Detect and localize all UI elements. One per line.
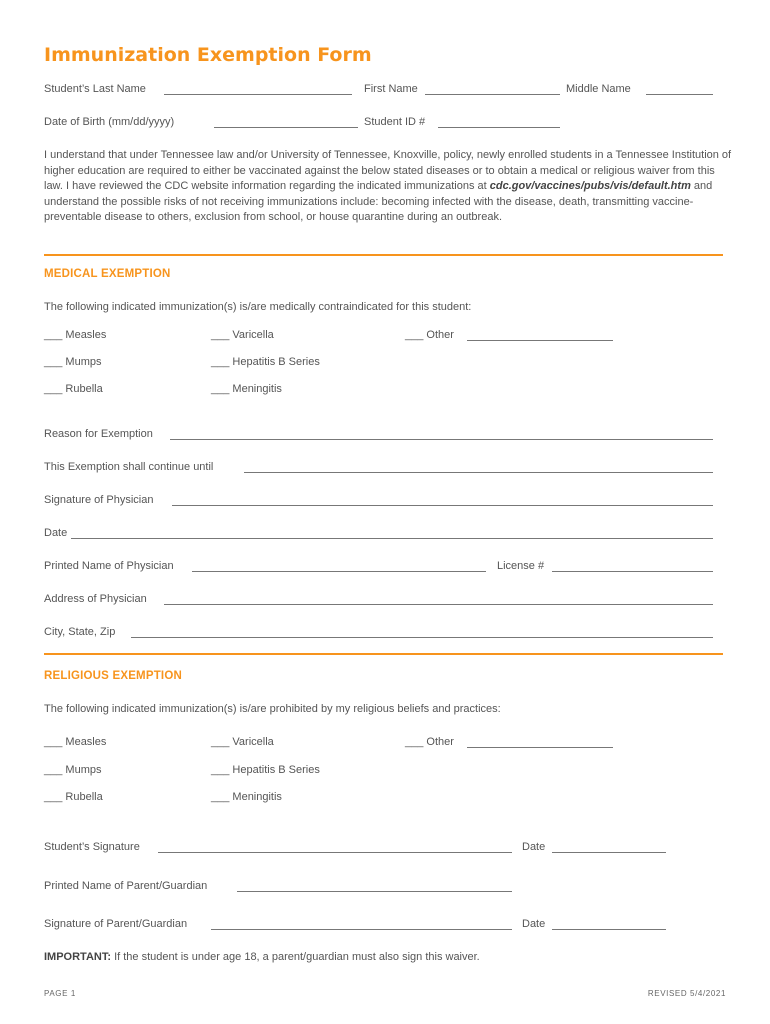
important-lead: IMPORTANT: <box>44 951 112 963</box>
first-name-label: First Name <box>364 83 418 95</box>
parent-name-field[interactable] <box>237 891 512 892</box>
continue-until-field[interactable] <box>244 472 713 473</box>
parent-name-label: Printed Name of Parent/Guardian <box>44 880 208 892</box>
important-text: If the student is under age 18, a parent/guardian must also sign this waiver. <box>111 951 480 963</box>
physician-address-field[interactable] <box>164 604 713 605</box>
physician-printed-name-label: Printed Name of Physician <box>44 560 174 572</box>
physician-address-label: Address of Physician <box>44 593 147 605</box>
intro-text-1: I understand that under Tennessee law and/or University of Tennessee, Knoxville, policy, newly enrolled students in a Tennessee Institution of higher education are required to either be vaccinated against the below stated diseases or to obtain a medical or religious waiver from this law. I have reviewed the CDC website information regarding the indicated immunizations at <box>44 149 732 193</box>
religious-other-field[interactable] <box>467 747 613 748</box>
religious-option-meningitis[interactable]: ___ Meningitis <box>211 791 282 803</box>
intro-text-2: and understand the possible risks of not receiving immunizations include: becoming infected with the disease, death, transmitting vaccine-preventable disease to others, exclusion from school, or house quarantine during an outbreak. <box>44 180 713 224</box>
parent-date-label: Date <box>522 918 546 930</box>
form-title: Immunization Exemption Form <box>44 44 372 66</box>
medical-other-field[interactable] <box>467 340 613 341</box>
religious-instruction: The following indicated immunization(s) is/are prohibited by my religious beliefs and practices: <box>44 703 501 715</box>
reason-field[interactable] <box>170 439 713 440</box>
last-name-field[interactable] <box>164 94 352 95</box>
student-id-field[interactable] <box>438 127 560 128</box>
religious-option-other[interactable]: ___ Other <box>405 736 454 748</box>
important-note <box>44 951 480 963</box>
parent-date-field[interactable] <box>552 929 666 930</box>
reason-label: Reason for Exemption <box>44 428 153 440</box>
cdc-link[interactable]: cdc.gov/vaccines/pubs/vis/default.htm <box>489 180 691 193</box>
dob-label: Date of Birth (mm/dd/yyyy) <box>44 116 175 128</box>
revised-date: REVISED 5/4/2021 <box>647 989 726 998</box>
medical-exemption-heading: MEDICAL EXEMPTION <box>44 268 171 280</box>
student-date-label: Date <box>522 841 546 853</box>
physician-signature-field[interactable] <box>172 505 713 506</box>
city-state-zip-label: City, State, Zip <box>44 626 116 638</box>
physician-date-field[interactable] <box>71 538 713 539</box>
physician-date-label: Date <box>44 527 68 539</box>
religious-option-rubella[interactable]: ___ Rubella <box>44 791 103 803</box>
student-id-label: Student ID # <box>364 116 426 128</box>
page-number: PAGE 1 <box>44 989 76 998</box>
religious-option-varicella[interactable]: ___ Varicella <box>211 736 274 748</box>
section-divider <box>44 653 723 655</box>
parent-signature-label: Signature of Parent/Guardian <box>44 918 188 930</box>
first-name-field[interactable] <box>425 94 560 95</box>
student-signature-label: Student’s Signature <box>44 841 140 853</box>
medical-option-mumps[interactable]: ___ Mumps <box>44 356 102 368</box>
student-signature-field[interactable] <box>158 852 512 853</box>
medical-option-other[interactable]: ___ Other <box>405 329 454 341</box>
medical-option-hepatitis[interactable]: ___ Hepatitis B Series <box>211 356 320 368</box>
section-divider <box>44 254 723 256</box>
parent-signature-field[interactable] <box>211 929 512 930</box>
middle-name-label: Middle Name <box>566 83 631 95</box>
intro-paragraph <box>44 148 734 226</box>
physician-printed-name-field[interactable] <box>192 571 486 572</box>
medical-option-rubella[interactable]: ___ Rubella <box>44 383 103 395</box>
license-label: License # <box>497 560 545 572</box>
continue-until-label: This Exemption shall continue until <box>44 461 214 473</box>
medical-option-meningitis[interactable]: ___ Meningitis <box>211 383 282 395</box>
last-name-label: Student’s Last Name <box>44 83 146 95</box>
religious-option-measles[interactable]: ___ Measles <box>44 736 107 748</box>
middle-name-field[interactable] <box>646 94 713 95</box>
religious-option-mumps[interactable]: ___ Mumps <box>44 764 102 776</box>
medical-instruction: The following indicated immunization(s) is/are medically contraindicated for this student: <box>44 301 472 313</box>
religious-exemption-heading: RELIGIOUS EXEMPTION <box>44 670 182 682</box>
city-state-zip-field[interactable] <box>131 637 713 638</box>
medical-option-varicella[interactable]: ___ Varicella <box>211 329 274 341</box>
medical-option-measles[interactable]: ___ Measles <box>44 329 107 341</box>
license-field[interactable] <box>552 571 713 572</box>
student-date-field[interactable] <box>552 852 666 853</box>
physician-signature-label: Signature of Physician <box>44 494 154 506</box>
dob-field[interactable] <box>214 127 358 128</box>
religious-option-hepatitis[interactable]: ___ Hepatitis B Series <box>211 764 320 776</box>
